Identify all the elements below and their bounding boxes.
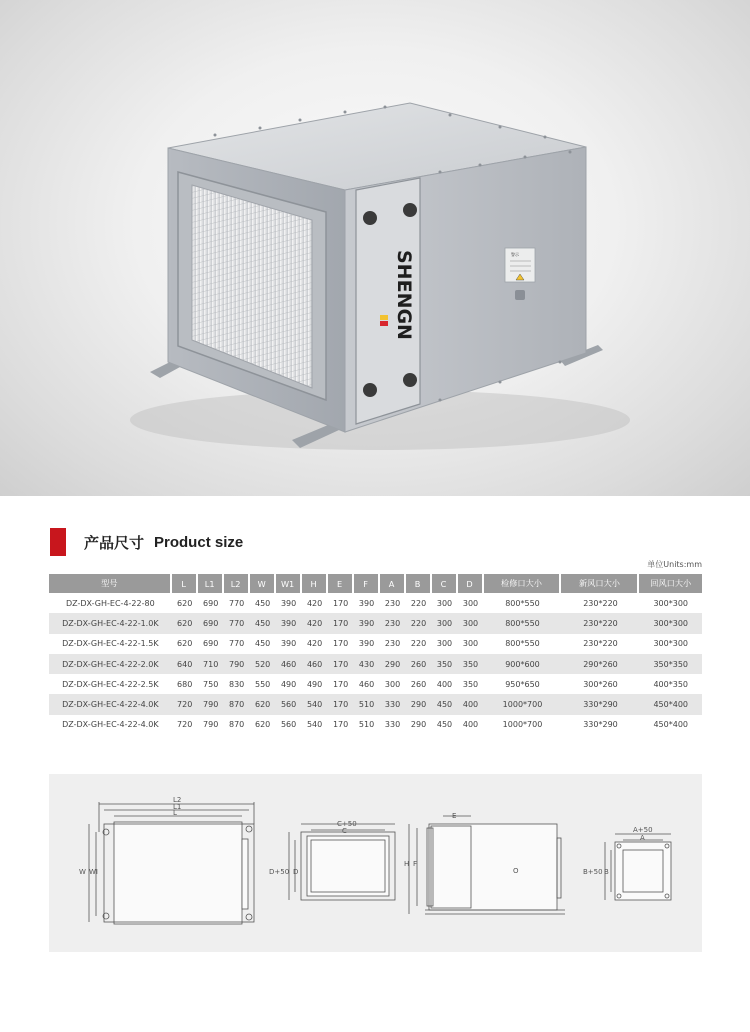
column-header: 型号 (49, 574, 172, 593)
table-cell: 450*400 (653, 720, 688, 730)
table-cell: 170 (332, 639, 349, 649)
table-cell: 400 (436, 679, 453, 689)
table-row (49, 674, 702, 694)
table-row (49, 654, 702, 674)
table-cell: 460 (302, 654, 328, 674)
table-cell: 290 (380, 654, 406, 674)
table-cell: 300*300 (653, 598, 688, 608)
table-cell: 400 (458, 694, 484, 714)
column-header: L2 (224, 574, 250, 593)
table-cell: 770 (224, 613, 250, 633)
table-cell: 450 (436, 720, 453, 730)
table-cell: 790 (203, 720, 219, 730)
dim-label: W (79, 868, 86, 876)
table-cell: 450*400 (639, 694, 702, 714)
table-cell: 350 (432, 654, 458, 674)
table-cell: 690 (198, 613, 224, 633)
table-cell: 300 (462, 598, 479, 608)
table-cell: 430 (354, 654, 380, 674)
table-cell: 290 (406, 694, 432, 714)
drawings-svg (49, 774, 702, 952)
dim-label: O (513, 867, 519, 875)
table-cell: 300 (436, 639, 453, 649)
column-header: W1 (276, 574, 302, 593)
table-cell: 790 (224, 654, 250, 674)
table-cell: 230*220 (561, 613, 639, 633)
table-cell: 300 (462, 639, 479, 649)
table-cell: 170 (332, 679, 349, 689)
table-cell: 620 (172, 613, 198, 633)
product-photo (0, 0, 750, 496)
table-cell: 390 (358, 598, 375, 608)
table-cell: 710 (198, 654, 224, 674)
section-title-en: Product size (154, 533, 244, 551)
table-cell: 260 (410, 679, 427, 689)
table-cell: 690 (203, 639, 219, 649)
table-cell: 300 (436, 598, 453, 608)
table-header-row (49, 574, 702, 593)
table-cell: 450 (432, 694, 458, 714)
dim-label: L1 (173, 803, 182, 811)
air-handler-unit-illustration (0, 0, 750, 496)
table-cell: 230 (380, 613, 406, 633)
dim-label: B (604, 868, 609, 876)
column-header: L1 (198, 574, 224, 593)
table-cell: 300*300 (639, 613, 702, 633)
model-cell: DZ-DX-GH-EC-4-22-80 (66, 598, 155, 608)
table-cell: 350 (458, 654, 484, 674)
dim-label: L2 (173, 796, 182, 804)
panel-knob[interactable] (363, 383, 377, 397)
table-cell: 390 (280, 598, 297, 608)
table-cell: 800*550 (505, 598, 540, 608)
table-cell: 170 (328, 613, 354, 633)
front-view-drawing (289, 824, 395, 900)
column-header: W (250, 574, 276, 593)
dim-label: H (404, 860, 410, 868)
model-cell: DZ-DX-GH-EC-4-22-2.5K (62, 679, 159, 689)
table-cell: 790 (198, 694, 224, 714)
table-cell: 220 (410, 639, 427, 649)
panel-knob[interactable] (403, 373, 417, 387)
table-cell: 400 (462, 720, 479, 730)
table-cell: 560 (280, 720, 297, 730)
brand-logo (393, 250, 415, 340)
table-cell: 770 (229, 639, 245, 649)
table-cell: 450 (254, 598, 271, 608)
table-cell: 170 (328, 654, 354, 674)
column-header: 回风口大小 (639, 574, 702, 593)
column-header: B (406, 574, 432, 593)
dim-label: F (413, 860, 418, 868)
column-header: F (354, 574, 380, 593)
column-header: L (172, 574, 198, 593)
table-cell: 330 (384, 720, 401, 730)
table-cell: 460 (276, 654, 302, 674)
table-row (49, 634, 702, 654)
table-cell: 220 (410, 598, 427, 608)
table-cell: 520 (250, 654, 276, 674)
table-cell: 330*290 (583, 720, 618, 730)
table-cell: 390 (358, 639, 375, 649)
table-cell: 300 (432, 613, 458, 633)
model-cell: DZ-DX-GH-EC-4-22-4.0K (62, 720, 159, 730)
dimension-drawings (49, 774, 702, 952)
dim-label: A (640, 834, 645, 842)
table-cell: 170 (332, 598, 349, 608)
model-cell: DZ-DX-GH-EC-4-22-1.5K (62, 639, 159, 649)
table-cell: 220 (406, 613, 432, 633)
table-cell: 540 (306, 720, 323, 730)
model-cell: DZ-DX-GH-EC-4-22-4.0K (49, 694, 172, 714)
table-row (49, 715, 702, 735)
panel-knob[interactable] (363, 211, 377, 225)
table-cell: 450 (250, 613, 276, 633)
table-cell: 720 (177, 720, 193, 730)
table-cell: 620 (177, 639, 193, 649)
table-cell: 800*550 (484, 613, 562, 633)
table-cell: 400*350 (653, 679, 688, 689)
table-cell: 620 (250, 694, 276, 714)
table-cell: 230*220 (583, 598, 618, 608)
table-cell: 560 (276, 694, 302, 714)
column-header: A (380, 574, 406, 593)
table-cell: 420 (306, 639, 323, 649)
table-cell: 800*550 (505, 639, 540, 649)
dim-label: E (452, 812, 457, 820)
table-cell: 230*220 (583, 639, 618, 649)
dim-label: D (293, 868, 299, 876)
dim-label: C (342, 827, 347, 835)
table-cell: 330 (380, 694, 406, 714)
product-size-table (49, 574, 702, 735)
dim-label: D+50 (269, 868, 290, 876)
table-cell: 490 (306, 679, 323, 689)
table-cell: 390 (354, 613, 380, 633)
table-cell: 950*650 (505, 679, 540, 689)
table-cell: 870 (224, 694, 250, 714)
dim-label: WI (89, 868, 98, 876)
column-header: 检修口大小 (484, 574, 562, 593)
section-header (50, 528, 243, 556)
units-note: 单位Units:mm (647, 560, 702, 569)
dim-label: C+50 (337, 820, 357, 828)
table-cell: 680 (177, 679, 193, 689)
table-row (49, 613, 702, 633)
table-cell: 230 (384, 639, 401, 649)
column-header: 新风口大小 (561, 574, 639, 593)
table-cell: 330*290 (561, 694, 639, 714)
table-cell: 750 (203, 679, 219, 689)
table-row (49, 694, 702, 714)
column-header: C (432, 574, 458, 593)
table-cell: 900*600 (484, 654, 562, 674)
table-cell: 720 (172, 694, 198, 714)
model-cell: DZ-DX-GH-EC-4-22-2.0K (49, 654, 172, 674)
svg-text:SHENGN: SHENGN (393, 250, 415, 340)
table-cell: 620 (254, 720, 271, 730)
side-view-drawing (409, 816, 565, 914)
table-cell: 300*260 (583, 679, 618, 689)
table-cell: 450 (254, 639, 271, 649)
table-cell: 420 (302, 613, 328, 633)
table-cell: 1000*700 (502, 720, 543, 730)
table-cell: 420 (306, 598, 323, 608)
dim-label: A+50 (633, 826, 653, 834)
table-cell: 260 (406, 654, 432, 674)
table-cell: 300 (384, 679, 401, 689)
section-title-cn: 产品尺寸 (84, 533, 145, 552)
logo-yellow-mark (380, 315, 388, 320)
dim-label: L (173, 809, 177, 817)
table-cell: 300*300 (653, 639, 688, 649)
table-body (49, 593, 702, 735)
table-cell: 510 (358, 720, 375, 730)
table-cell: 230 (384, 598, 401, 608)
title-accent-bar (50, 528, 66, 556)
table-cell: 830 (229, 679, 245, 689)
table-row (49, 593, 702, 613)
table-cell: 350*350 (639, 654, 702, 674)
table-cell: 510 (354, 694, 380, 714)
table-cell: 300 (458, 613, 484, 633)
table-cell: 540 (302, 694, 328, 714)
table-cell: 390 (280, 639, 297, 649)
table-cell: 390 (276, 613, 302, 633)
outlet-view-drawing (605, 834, 671, 900)
model-cell: DZ-DX-GH-EC-4-22-1.0K (49, 613, 172, 633)
table-cell: 550 (254, 679, 271, 689)
dim-label: B+50 (583, 868, 603, 876)
table-cell: 620 (177, 598, 193, 608)
panel-knob[interactable] (403, 203, 417, 217)
column-header: H (302, 574, 328, 593)
column-header: E (328, 574, 354, 593)
table-cell: 640 (172, 654, 198, 674)
cable-gland (515, 290, 525, 300)
table-cell: 1000*700 (484, 694, 562, 714)
top-view-drawing (89, 802, 254, 924)
table-cell: 170 (332, 720, 349, 730)
table-cell: 490 (280, 679, 297, 689)
table-cell: 350 (462, 679, 479, 689)
table-cell: 460 (358, 679, 375, 689)
svg-text:警示: 警示 (511, 252, 519, 257)
table-cell: 170 (328, 694, 354, 714)
table-cell: 690 (203, 598, 219, 608)
table-cell: 290*260 (561, 654, 639, 674)
column-header: D (458, 574, 484, 593)
table-cell: 770 (229, 598, 245, 608)
table-cell: 290 (410, 720, 427, 730)
logo-red-mark (380, 321, 388, 326)
table-cell: 870 (229, 720, 245, 730)
